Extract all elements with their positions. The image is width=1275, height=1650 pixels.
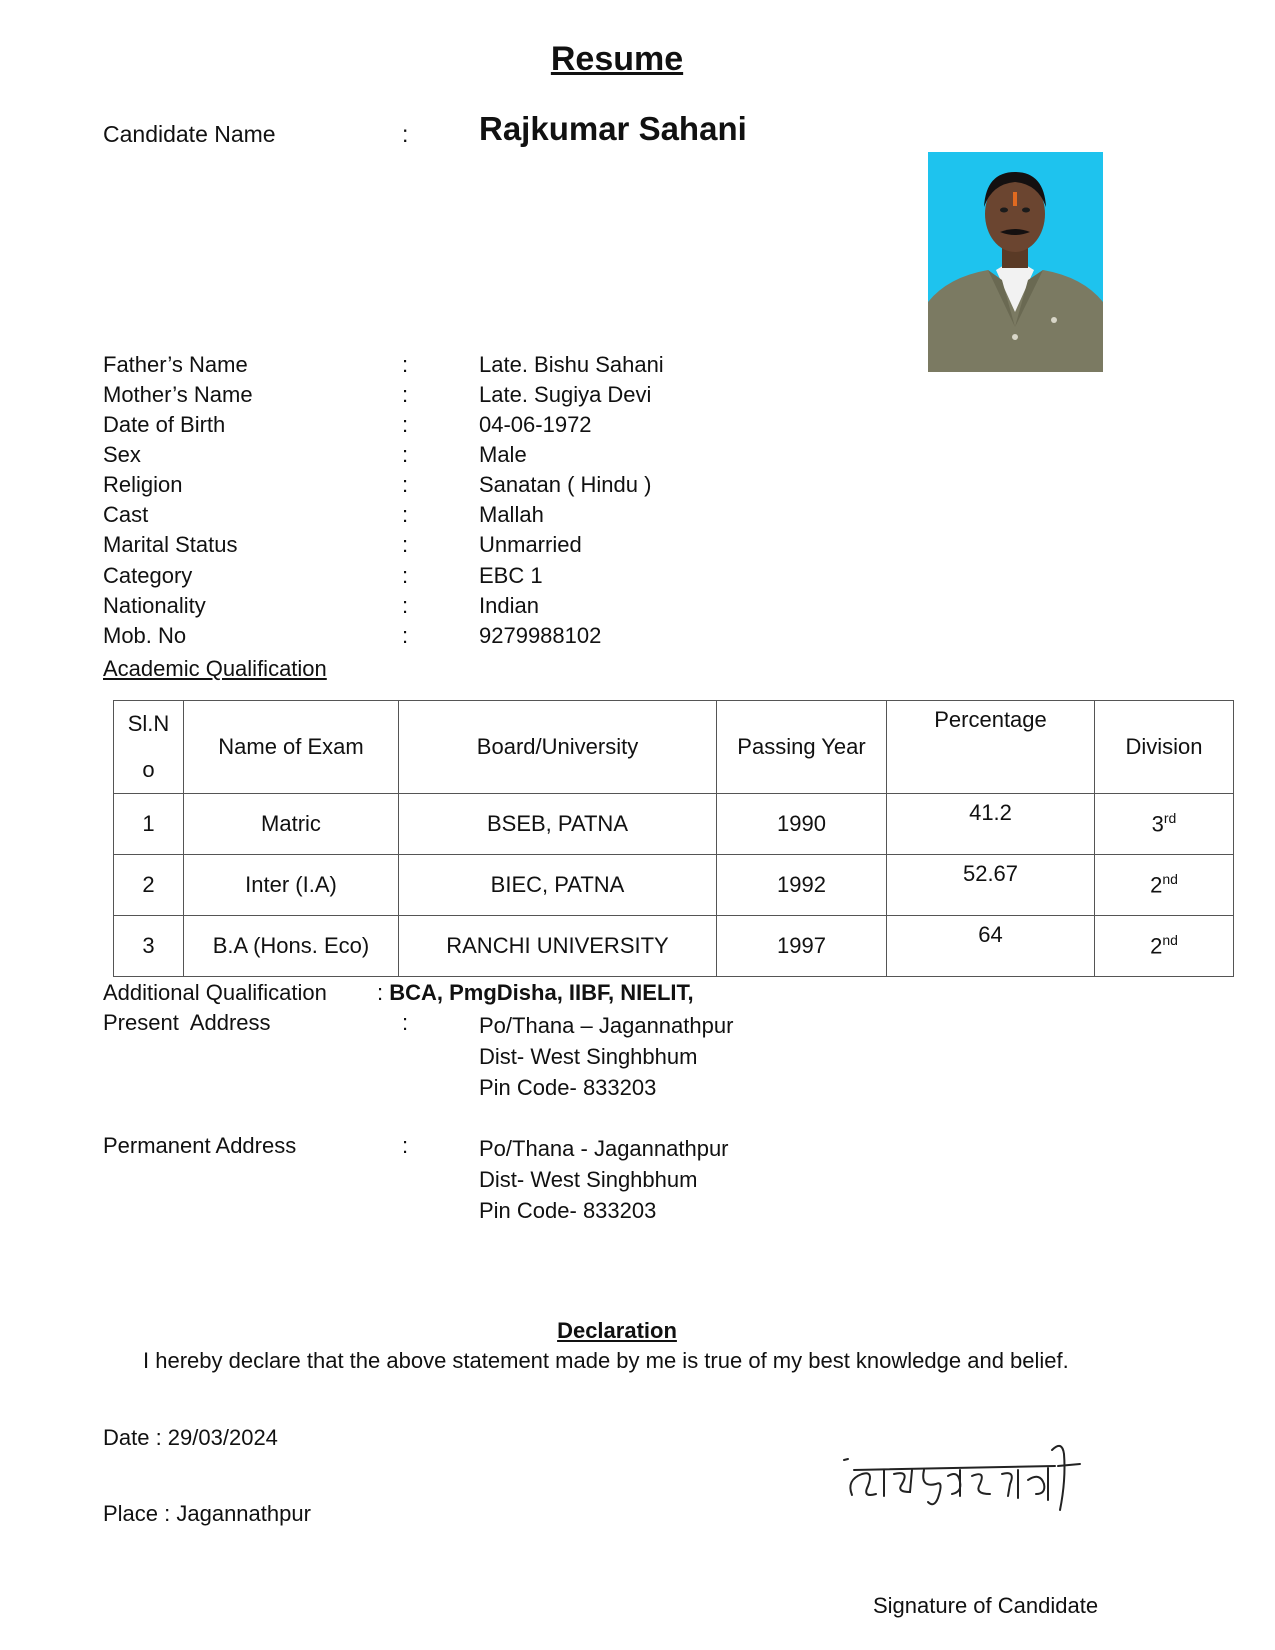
division-value: 2 <box>1150 872 1163 898</box>
declaration-title: Declaration <box>557 1318 677 1343</box>
colon: : <box>402 472 409 497</box>
colon: : <box>402 593 409 618</box>
colon: : <box>402 1133 409 1158</box>
table-header-row <box>114 701 1234 794</box>
detail-row <box>103 593 903 623</box>
column-header-division: Division <box>1095 701 1234 794</box>
address-line: Po/Thana – Jagannathpur <box>479 1013 734 1038</box>
detail-value: Male <box>479 442 527 467</box>
colon: : <box>402 352 409 377</box>
address-line: Dist- West Singhbhum <box>479 1167 698 1192</box>
academic-table <box>113 700 1234 977</box>
table-row <box>114 794 1234 855</box>
cell-percentage: 52.67 <box>887 855 1095 916</box>
detail-label: Category <box>103 563 193 588</box>
colon: : <box>402 532 409 557</box>
detail-label: Marital Status <box>103 532 238 557</box>
detail-value: Late. Bishu Sahani <box>479 352 664 377</box>
detail-row <box>103 442 903 472</box>
present-address-lines <box>479 1010 733 1103</box>
colon: : <box>402 1010 409 1035</box>
address-line: Dist- West Singhbhum <box>479 1044 698 1069</box>
cell-board: BIEC, PATNA <box>399 855 717 916</box>
detail-row <box>103 623 903 653</box>
division-value: 2 <box>1150 933 1163 959</box>
division-value: 3 <box>1151 811 1164 837</box>
division-suffix: nd <box>1162 932 1178 949</box>
cell-board: RANCHI UNIVERSITY <box>399 916 717 977</box>
cell-percentage: 64 <box>887 916 1095 977</box>
candidate-name-label: Candidate Name <box>103 121 276 147</box>
detail-value: Unmarried <box>479 532 582 557</box>
header-slno-line1: Sl.N <box>127 711 170 736</box>
column-header-year: Passing Year <box>717 701 887 794</box>
cell-division <box>1095 916 1234 977</box>
detail-row <box>103 412 903 442</box>
additional-qualification-label: Additional Qualification <box>103 980 327 1005</box>
permanent-address-lines <box>479 1133 729 1226</box>
cell-division <box>1095 855 1234 916</box>
detail-value: 04-06-1972 <box>479 412 592 437</box>
additional-qualification-text: BCA, PmgDisha, IIBF, NIELIT, <box>389 980 694 1005</box>
colon: : <box>402 623 409 648</box>
table-row <box>114 855 1234 916</box>
place-line: Place : Jagannathpur <box>103 1501 311 1526</box>
detail-label: Religion <box>103 472 183 497</box>
cell-year: 1990 <box>717 794 887 855</box>
colon: : <box>402 442 409 467</box>
detail-label: Mob. No <box>103 623 187 648</box>
candidate-name: Rajkumar Sahani <box>479 110 747 147</box>
detail-label: Date of Birth <box>103 412 226 437</box>
colon: : <box>402 121 409 147</box>
column-header-board: Board/University <box>399 701 717 794</box>
colon: : <box>377 980 390 1005</box>
division-suffix: rd <box>1163 810 1177 827</box>
date-line: Date : 29/03/2024 <box>103 1425 278 1450</box>
division-suffix: nd <box>1162 871 1178 888</box>
header-slno-line2: o <box>142 757 155 782</box>
colon: : <box>402 502 409 527</box>
detail-row <box>103 563 903 593</box>
table-row <box>114 916 1234 977</box>
detail-label: Cast <box>103 502 149 527</box>
address-line: Pin Code- 833203 <box>479 1075 657 1100</box>
detail-value: Late. Sugiya Devi <box>479 382 652 407</box>
detail-row <box>103 352 903 382</box>
handwritten-signature <box>840 1440 1100 1530</box>
declaration-text: I hereby declare that the above statement made by me is true of my best knowledge and belief. <box>143 1348 1069 1373</box>
detail-label: Father’s Name <box>103 352 248 377</box>
address-line: Po/Thana - Jagannathpur <box>479 1136 729 1161</box>
detail-row <box>103 532 903 562</box>
detail-label: Sex <box>103 442 141 467</box>
detail-value: Mallah <box>479 502 544 527</box>
detail-label: Nationality <box>103 593 206 618</box>
present-address-label: Present Address <box>103 1010 271 1035</box>
cell-percentage: 41.2 <box>887 794 1095 855</box>
column-header-percentage: Percentage <box>887 701 1095 794</box>
signature-label: Signature of Candidate <box>873 1593 1099 1618</box>
detail-value: Sanatan ( Hindu ) <box>479 472 652 497</box>
cell-exam: B.A (Hons. Eco) <box>184 916 399 977</box>
additional-qualification-value <box>377 980 694 1006</box>
cell-year: 1992 <box>717 855 887 916</box>
column-header-exam: Name of Exam <box>184 701 399 794</box>
cell-board: BSEB, PATNA <box>399 794 717 855</box>
cell-year: 1997 <box>717 916 887 977</box>
detail-row <box>103 502 903 532</box>
detail-label: Mother’s Name <box>103 382 253 407</box>
column-header-slno <box>114 701 184 794</box>
signature-icon <box>840 1440 1100 1530</box>
academic-heading: Academic Qualification <box>103 656 327 681</box>
detail-row <box>103 472 903 502</box>
detail-value: Indian <box>479 593 539 618</box>
detail-value: EBC 1 <box>479 563 543 588</box>
cell-division <box>1095 794 1234 855</box>
cell-slno: 2 <box>114 855 184 916</box>
cell-slno: 3 <box>114 916 184 977</box>
detail-row <box>103 382 903 412</box>
colon: : <box>402 382 409 407</box>
detail-value: 9279988102 <box>479 623 602 648</box>
colon: : <box>402 412 409 437</box>
page-title: Resume <box>550 40 684 78</box>
candidate-photo <box>928 152 1103 372</box>
person-photo-icon <box>928 152 1103 372</box>
cell-exam: Inter (I.A) <box>184 855 399 916</box>
address-line: Pin Code- 833203 <box>479 1198 657 1223</box>
cell-slno: 1 <box>114 794 184 855</box>
cell-exam: Matric <box>184 794 399 855</box>
colon: : <box>402 563 409 588</box>
permanent-address-label: Permanent Address <box>103 1133 297 1158</box>
